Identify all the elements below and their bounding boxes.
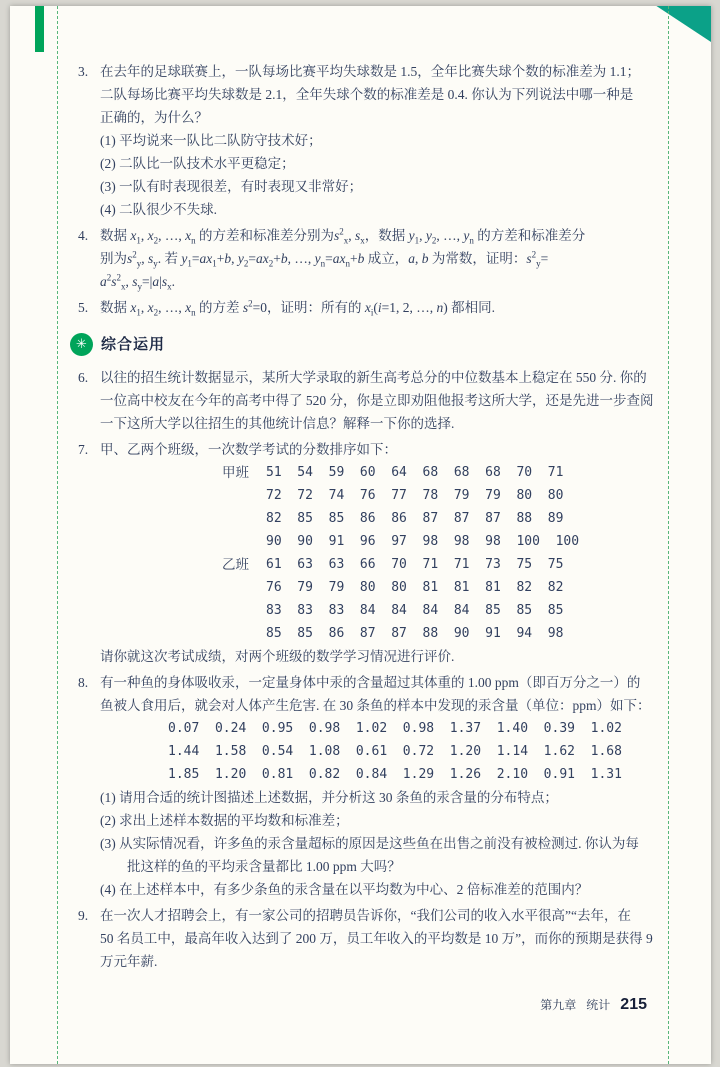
problem-9-text: 万元年薪. xyxy=(100,954,158,969)
footer-chapter: 第九章 xyxy=(540,998,577,1012)
class-b-label: 乙班 xyxy=(222,557,249,572)
class-b-score-row xyxy=(222,622,661,645)
page-edge-green-bar xyxy=(35,6,44,52)
problem-4-text: $a^2s^2_x$, $s_y=|a|s_x$. xyxy=(100,272,175,292)
problem-6-text: 以往的招生统计数据显示，某所大学录取的新生高考总分的中位数基本上稳定在 550 分. 你的 xyxy=(100,370,647,385)
problem-8-item-1: (1) 请用合适的统计图描述上述数据，并分析这 30 条鱼的汞含量的分布特点； xyxy=(100,790,558,805)
class-b-score-row xyxy=(222,599,661,622)
class-b-scores: 85 85 86 87 87 88 90 91 94 98 xyxy=(266,626,564,641)
problem-9 xyxy=(78,904,661,973)
mercury-data-row: 1.85 1.20 0.81 0.82 0.84 1.29 1.26 2.10 0.91 1.31 xyxy=(168,767,622,782)
page-content xyxy=(78,60,661,976)
pinwheel-icon-glyph: ✳ xyxy=(76,337,87,352)
footer-page-number: 215 xyxy=(620,996,647,1013)
problem-4-text: 数据 $x_1$, $x_2$, …, $x_n$ 的方差和标准差分别为$s^2_x$, $s_x$，数据 $y_1$, $y_2$, …, $y_n$ 的方差和标准差分 xyxy=(100,226,586,246)
left-dashed-rule xyxy=(57,6,58,1064)
problem-5-text: 数据 $x_1$, $x_2$, …, $x_n$ 的方差 $s^2=0$，证明：所有的 $x_i(i=1$, 2, …, n) 都相同. xyxy=(100,298,496,318)
problem-3-text: 在去年的足球联赛上，一队每场比赛平均失球数是 1.5，全年比赛失球个数的标准差为 1.1； xyxy=(100,64,640,79)
problem-4-text: 别为$s^2_y$, $s_y$. 若 $y_1=ax_1+b$, $y_2=ax_2+b$, …, $y_n=ax_n+b$ 成立，a, b 为常数，证明：$s^2_y=$ xyxy=(100,249,549,269)
problem-9-text: 在一次人才招聘会上，有一家公司的招聘员告诉你，“我们公司的收入水平很高”“去年，在 xyxy=(100,908,631,923)
problem-6 xyxy=(78,366,661,435)
class-a-scores: 51 54 59 60 64 68 68 68 70 71 xyxy=(266,465,564,480)
textbook-page xyxy=(10,6,711,1064)
right-dashed-rule xyxy=(668,6,669,1064)
problem-8-number: 8. xyxy=(78,675,89,690)
class-a-score-row xyxy=(222,484,661,507)
problem-8-mercury-data xyxy=(168,717,661,786)
problem-8-text: 有一种鱼的身体吸收汞，一定量身体中汞的含量超过其体重的 1.00 ppm（即百万分之一）的 xyxy=(100,675,641,690)
problem-8-item-3: 批这样的鱼的平均汞含量都比 1.00 ppm 大吗？ xyxy=(127,859,401,874)
problem-3-number: 3. xyxy=(78,64,89,79)
problem-7-text: 请你就这次考试成绩，对两个班级的数学学习情况进行评价. xyxy=(100,649,455,664)
class-a-scores: 82 85 85 86 86 87 87 87 88 89 xyxy=(266,511,564,526)
problem-8-item-3: (3) 从实际情况看，许多鱼的汞含量超标的原因是这些鱼在出售之前没有被检测过. 你认为每 xyxy=(100,836,639,851)
problem-7-text: 甲、乙两个班级，一次数学考试的分数排序如下： xyxy=(100,442,397,457)
class-a-score-row xyxy=(222,461,661,484)
problem-8 xyxy=(78,671,661,901)
problem-6-text: 一位高中校友在今年的高考中得了 520 分，你是立即劝阻他报考这所大学，还是先进一步查阅 xyxy=(100,393,654,408)
problem-6-text: 一下这所大学以往招生的其他统计信息？解释一下你的选择. xyxy=(100,416,455,431)
problem-5-number: 5. xyxy=(78,300,89,315)
class-b-score-row xyxy=(222,576,661,599)
problem-7-number: 7. xyxy=(78,442,89,457)
page-footer xyxy=(540,996,647,1014)
problem-8-text: 鱼被人食用后，就会对人体产生危害. 在 30 条鱼的样本中发现的汞含量（单位：ppm）如下： xyxy=(100,698,651,713)
problem-8-item-2: (2) 求出上述样本数据的平均数和标准差； xyxy=(100,813,349,828)
class-a-score-row xyxy=(222,507,661,530)
pinwheel-icon xyxy=(70,333,93,356)
problem-3-option-4: (4) 二队很少不失球. xyxy=(100,202,217,217)
class-a-scores: 90 90 91 96 97 98 98 98 100 100 xyxy=(266,534,580,549)
mercury-data-row: 1.44 1.58 0.54 1.08 0.61 0.72 1.20 1.14 1.62 1.68 xyxy=(168,744,622,759)
problem-3 xyxy=(78,60,661,221)
problem-8-item-4: (4) 在上述样本中，有多少条鱼的汞含量在以平均数为中心、2 倍标准差的范围内？ xyxy=(100,882,589,897)
class-a-label: 甲班 xyxy=(222,465,249,480)
problem-3-text: 二队每场比赛平均失球数是 2.1，全年失球个数的标准差是 0.4. 你认为下列说法中哪一种是 xyxy=(100,87,634,102)
page-corner-ribbon xyxy=(623,6,711,42)
problem-7-score-table xyxy=(222,461,661,645)
section-header-comprehensive-use xyxy=(70,333,661,356)
problem-3-option-2: (2) 二队比一队技术水平更稳定； xyxy=(100,156,295,171)
mercury-data-row: 0.07 0.24 0.95 0.98 1.02 0.98 1.37 1.40 0.39 1.02 xyxy=(168,721,622,736)
class-b-score-row xyxy=(222,553,661,576)
problem-3-option-3: (3) 一队有时表现很差，有时表现又非常好； xyxy=(100,179,363,194)
class-b-scores: 61 63 63 66 70 71 71 73 75 75 xyxy=(266,557,564,572)
problem-9-text: 50 名员工中，最高年收入达到了 200 万，员工年收入的平均数是 10 万”，而你的预期是获得 9 xyxy=(100,931,653,946)
footer-section: 统计 xyxy=(586,998,611,1012)
problem-7 xyxy=(78,438,661,668)
class-a-scores: 72 72 74 76 77 78 79 79 80 80 xyxy=(266,488,564,503)
class-b-scores: 83 83 83 84 84 84 84 85 85 85 xyxy=(266,603,564,618)
problem-9-number: 9. xyxy=(78,908,89,923)
problem-4 xyxy=(78,224,661,293)
problem-3-option-1: (1) 平均说来一队比二队防守技术好； xyxy=(100,133,322,148)
problem-5 xyxy=(78,296,661,319)
section-title: 综合运用 xyxy=(101,336,166,353)
problem-4-number: 4. xyxy=(78,228,89,243)
class-b-scores: 76 79 79 80 80 81 81 81 82 82 xyxy=(266,580,564,595)
problem-3-text: 正确的，为什么？ xyxy=(100,110,208,125)
problem-6-number: 6. xyxy=(78,370,89,385)
class-a-score-row xyxy=(222,530,661,553)
